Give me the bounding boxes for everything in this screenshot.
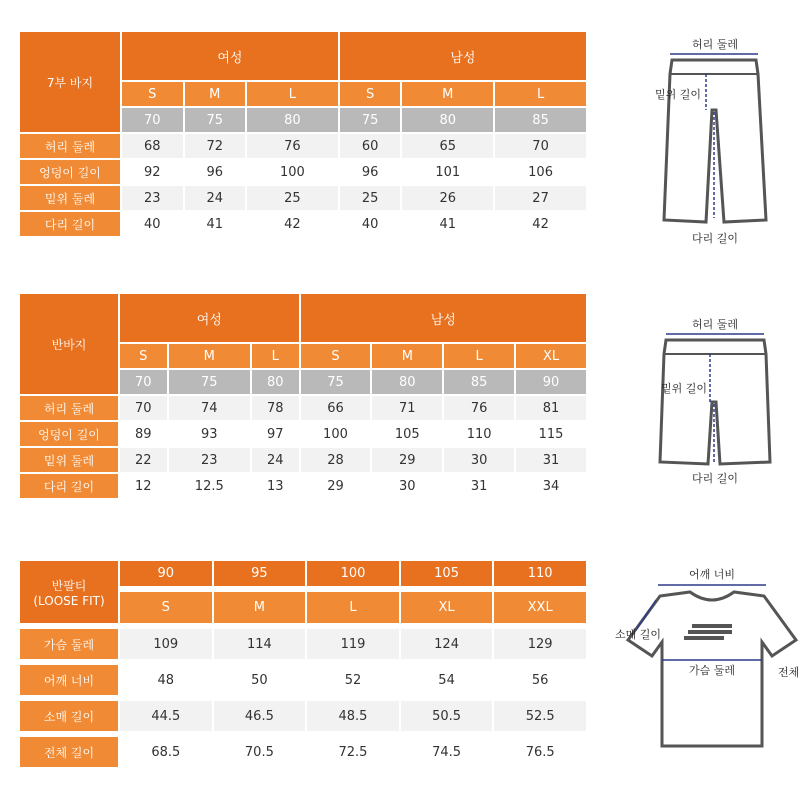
- row-label: 다리 길이: [20, 212, 120, 236]
- table-cell: 27: [495, 186, 586, 210]
- row-label: 다리 길이: [20, 474, 118, 498]
- table-row: [20, 422, 586, 446]
- table-cell: 78: [252, 396, 299, 420]
- shorts-diagram: [640, 312, 790, 492]
- table-cell: 41: [402, 212, 493, 236]
- table-cell: 22: [120, 448, 167, 472]
- sleeve-measure-label: 소매 길이: [614, 628, 662, 641]
- rise-measure-label: 밑위 길이: [660, 382, 708, 395]
- row-label: 허리 둘레: [20, 134, 120, 158]
- table-cell: 109: [120, 629, 212, 659]
- rise-measure-label: 밑위 길이: [654, 88, 702, 101]
- waist-size: 85: [444, 370, 514, 394]
- waist-size: 75: [340, 108, 401, 132]
- size-label: XL: [516, 344, 586, 368]
- table-row: [20, 448, 586, 472]
- table-cell: 34: [516, 474, 586, 498]
- table-cell: 26: [402, 186, 493, 210]
- row-label: 엉덩이 길이: [20, 422, 118, 446]
- table-cell: 74: [169, 396, 250, 420]
- size-label: L: [252, 344, 299, 368]
- leg-measure-label: 다리 길이: [691, 472, 739, 485]
- size-label: XXL: [494, 592, 586, 623]
- waist-size: 85: [495, 108, 586, 132]
- size-label: S: [122, 82, 183, 106]
- table-row: [20, 396, 586, 420]
- table-cell: 92: [122, 160, 183, 184]
- table-cell: 12.5: [169, 474, 250, 498]
- table-cell: 24: [252, 448, 299, 472]
- table-cell: 100: [247, 160, 338, 184]
- chest-size-number: 90: [120, 561, 212, 586]
- table-cell: 89: [120, 422, 167, 446]
- size-label: S: [340, 82, 401, 106]
- shorts-men-header: 남성: [301, 294, 586, 342]
- row-label: 가슴 둘레: [20, 629, 118, 659]
- shoulder-measure-label: 어깨 너비: [688, 568, 736, 581]
- table-cell: 29: [372, 448, 442, 472]
- table-cell: 54: [401, 665, 493, 695]
- table-cell: 23: [169, 448, 250, 472]
- table-cell: 31: [444, 474, 514, 498]
- table-cell: 74.5: [401, 737, 493, 767]
- chest-size-number: 105: [401, 561, 493, 586]
- table-cell: 72: [185, 134, 246, 158]
- table-cell: 48.5: [307, 701, 399, 731]
- waist-measure-label: 허리 둘레: [691, 38, 739, 51]
- size-label: M: [402, 82, 493, 106]
- waist-size: 80: [247, 108, 338, 132]
- total-length-measure-label: 전체: [778, 666, 800, 679]
- table-cell: 68: [122, 134, 183, 158]
- row-label: 소매 길이: [20, 701, 118, 731]
- table-cell: 25: [340, 186, 401, 210]
- table-cell: 129: [494, 629, 586, 659]
- waist-size: 75: [301, 370, 371, 394]
- tee-title-line2: (LOOSE FIT): [33, 593, 105, 608]
- table-cell: 56: [494, 665, 586, 695]
- table-cell: 101: [402, 160, 493, 184]
- table-cell: 48: [120, 665, 212, 695]
- table-cell: 41: [185, 212, 246, 236]
- table-cell: 12: [120, 474, 167, 498]
- size-label: L: [247, 82, 338, 106]
- size-label: S: [120, 344, 167, 368]
- tee-title: [20, 561, 118, 623]
- shorts-women-header: 여성: [120, 294, 299, 342]
- table-cell: 40: [122, 212, 183, 236]
- table-cell: 25: [247, 186, 338, 210]
- table-cell: 68.5: [120, 737, 212, 767]
- table-cell: 40: [340, 212, 401, 236]
- table-row: [20, 665, 586, 695]
- table-cell: 70.5: [214, 737, 306, 767]
- table-row: [20, 701, 586, 731]
- table-cell: 96: [340, 160, 401, 184]
- table-cell: 42: [495, 212, 586, 236]
- tee-title-line1: 반팔티: [51, 578, 87, 593]
- waist-size: 75: [169, 370, 250, 394]
- table-row: [20, 737, 586, 767]
- table-row: [20, 629, 586, 659]
- size-label: M: [372, 344, 442, 368]
- size-label: S: [301, 344, 371, 368]
- table-cell: 110: [444, 422, 514, 446]
- table-cell: 100: [301, 422, 371, 446]
- table-cell: 23: [122, 186, 183, 210]
- size-label: XL: [401, 592, 493, 623]
- chest-size-number: 95: [214, 561, 306, 586]
- table-cell: 76.5: [494, 737, 586, 767]
- table-cell: 52: [307, 665, 399, 695]
- shorts-title: 반바지: [20, 294, 118, 394]
- table-cell: 81: [516, 396, 586, 420]
- row-label: 어깨 너비: [20, 665, 118, 695]
- table-cell: 31: [516, 448, 586, 472]
- table-cell: 76: [444, 396, 514, 420]
- size-label: M: [169, 344, 250, 368]
- table-cell: 70: [495, 134, 586, 158]
- table-cell: 115: [516, 422, 586, 446]
- table-cell: 46.5: [214, 701, 306, 731]
- table-cell: 106: [495, 160, 586, 184]
- waist-size: 90: [516, 370, 586, 394]
- table-cell: 50.5: [401, 701, 493, 731]
- shorts-size-table: [18, 292, 588, 500]
- table-cell: 105: [372, 422, 442, 446]
- table-cell: 96: [185, 160, 246, 184]
- table-cell: 93: [169, 422, 250, 446]
- table-cell: 76: [247, 134, 338, 158]
- waist-size: 70: [120, 370, 167, 394]
- capri-women-header: 여성: [122, 32, 338, 80]
- size-label: L: [307, 592, 399, 623]
- table-cell: 42: [247, 212, 338, 236]
- row-label: 허리 둘레: [20, 396, 118, 420]
- table-cell: 97: [252, 422, 299, 446]
- table-cell: 70: [120, 396, 167, 420]
- table-cell: 29: [301, 474, 371, 498]
- capri-size-table: [18, 30, 588, 238]
- row-label: 엉덩이 길이: [20, 160, 120, 184]
- waist-size: 70: [122, 108, 183, 132]
- capri-title: 7부 바지: [20, 32, 120, 132]
- table-cell: 30: [444, 448, 514, 472]
- table-cell: 119: [307, 629, 399, 659]
- size-label: L: [495, 82, 586, 106]
- waist-measure-label: 허리 둘레: [691, 318, 739, 331]
- table-cell: 66: [301, 396, 371, 420]
- table-cell: 44.5: [120, 701, 212, 731]
- size-label: L: [444, 344, 514, 368]
- table-cell: 24: [185, 186, 246, 210]
- table-cell: 72.5: [307, 737, 399, 767]
- table-row: [20, 212, 586, 236]
- leg-measure-label: 다리 길이: [691, 232, 739, 245]
- table-cell: 13: [252, 474, 299, 498]
- tee-size-table: [18, 555, 588, 773]
- table-cell: 30: [372, 474, 442, 498]
- waist-size: 80: [372, 370, 442, 394]
- row-label: 밑위 둘레: [20, 186, 120, 210]
- waist-size: 80: [252, 370, 299, 394]
- chest-size-number: 100: [307, 561, 399, 586]
- table-cell: 114: [214, 629, 306, 659]
- chest-measure-label: 가슴 둘레: [688, 664, 736, 677]
- row-label: 밑위 둘레: [20, 448, 118, 472]
- table-cell: 124: [401, 629, 493, 659]
- table-cell: 65: [402, 134, 493, 158]
- table-cell: 60: [340, 134, 401, 158]
- table-cell: 52.5: [494, 701, 586, 731]
- row-label: 전체 길이: [20, 737, 118, 767]
- capri-men-header: 남성: [340, 32, 586, 80]
- table-cell: 28: [301, 448, 371, 472]
- waist-size: 75: [185, 108, 246, 132]
- table-row: [20, 160, 586, 184]
- size-label: S: [120, 592, 212, 623]
- table-row: [20, 474, 586, 498]
- size-label: M: [185, 82, 246, 106]
- capri-pants-diagram: [640, 30, 790, 250]
- table-row: [20, 134, 586, 158]
- table-row: [20, 186, 586, 210]
- chest-size-number: 110: [494, 561, 586, 586]
- waist-size: 80: [402, 108, 493, 132]
- table-cell: 50: [214, 665, 306, 695]
- size-label: M: [214, 592, 306, 623]
- tshirt-diagram: [600, 560, 800, 755]
- table-cell: 71: [372, 396, 442, 420]
